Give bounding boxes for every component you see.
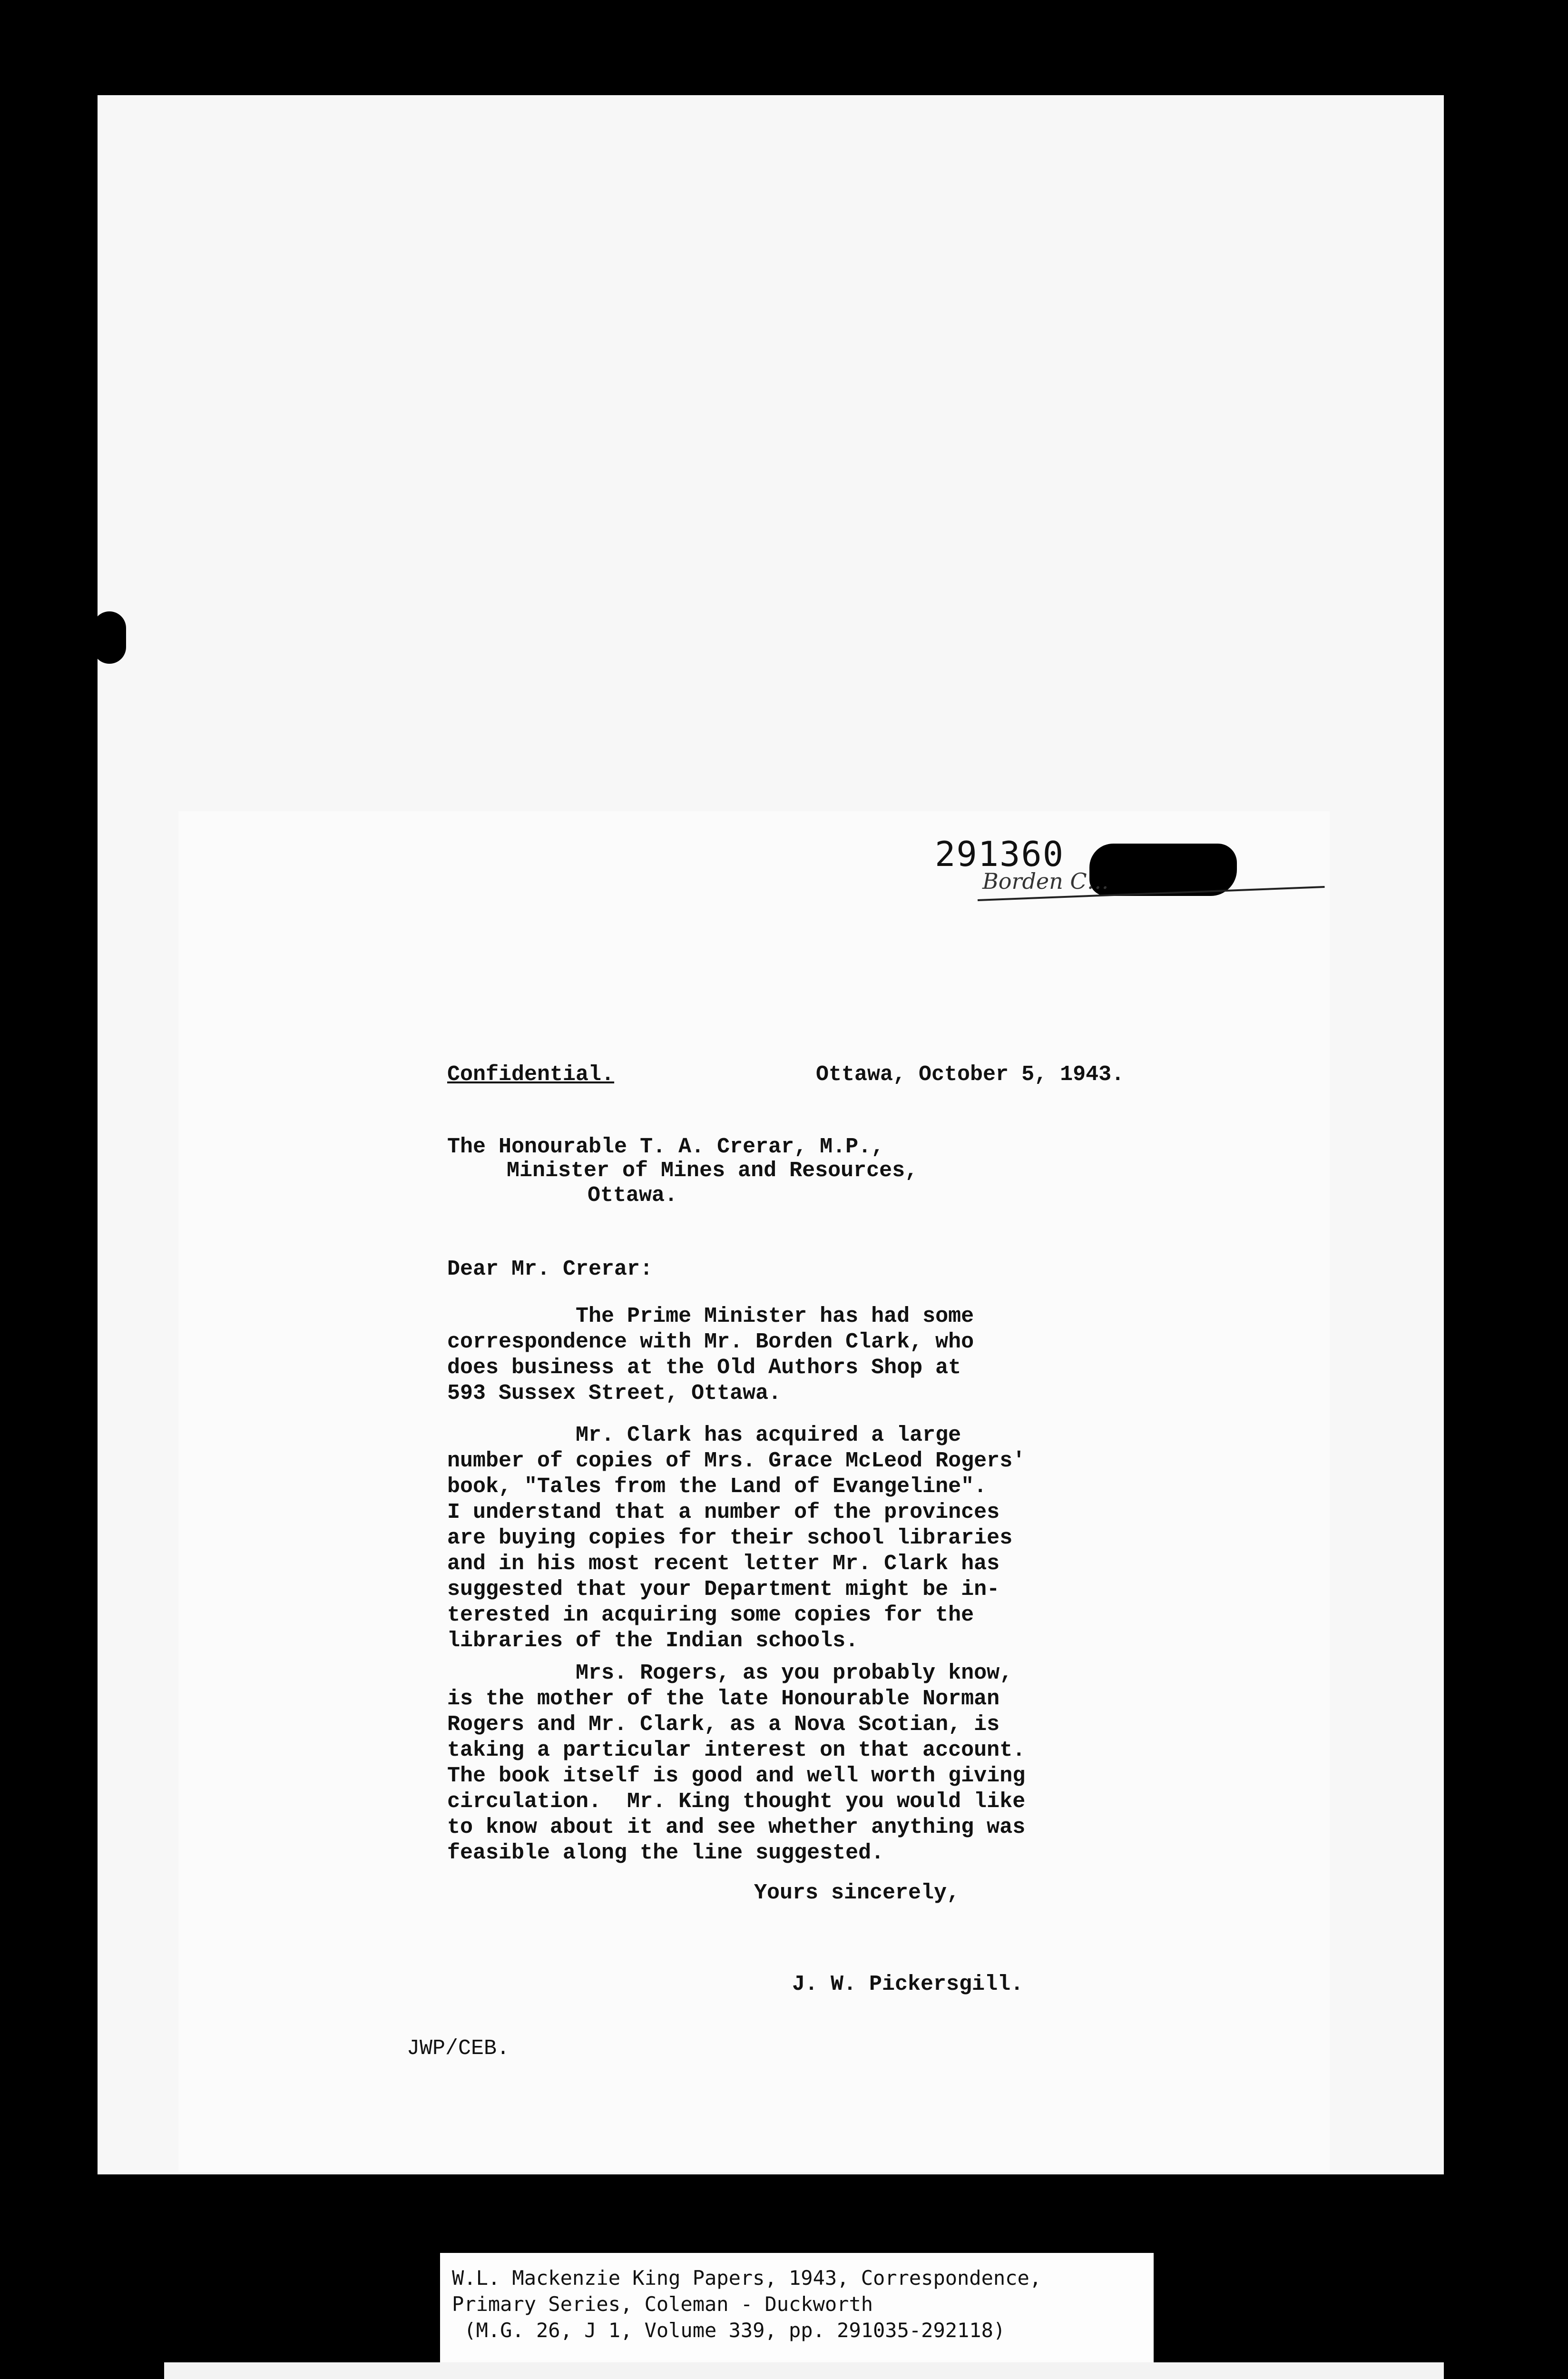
paragraph-2: Mr. Clark has acquired a large number of copies of Mrs. Grace McLeod Rogers' book, "Tales from the Land of Evangeline". I understand that a number of the provinces are buying copies for their school libraries and in his most recent letter Mr. Clark has suggested that your Department might be in- terested in acquiring some copies for the libraries of the Indian schools. [447, 1423, 1026, 1653]
reference-line-2: Primary Series, Coleman - Duckworth [452, 2292, 873, 2316]
page-edge-tab [93, 611, 126, 664]
document-number: 291360 [935, 834, 1065, 874]
addressee-line-2: Minister of Mines and Resources, [507, 1159, 918, 1183]
confidential-label: Confidential. [447, 1062, 615, 1087]
redaction-mark [1089, 844, 1237, 896]
reference-line-3: (M.G. 26, J 1, Volume 339, pp. 291035-292118) [452, 2319, 1006, 2342]
letter-page [178, 811, 1330, 2172]
reference-label [440, 2253, 1154, 2362]
signature: J. W. Pickersgill. [792, 1972, 1024, 1996]
date-line: Ottawa, October 5, 1943. [816, 1062, 1125, 1087]
paragraph-3: Mrs. Rogers, as you probably know, is the mother of the late Honourable Norman Rogers and Mr. Clark, as a Nova Scotian, is taking a particular interest on that account. The book itself is good and well worth giving circulation. Mr. King thought you would like to know about it and see whether anything was feasible along the line suggested. [447, 1661, 1026, 1865]
addressee-line-1: The Honourable T. A. Crerar, M.P., [447, 1135, 884, 1159]
handwritten-note: Borden C… [982, 868, 1109, 894]
addressee-line-3: Ottawa. [588, 1183, 678, 1208]
salutation: Dear Mr. Crerar: [447, 1257, 653, 1281]
typist-initials: JWP/CEB. [407, 2036, 510, 2061]
reference-line-1: W.L. Mackenzie King Papers, 1943, Correspondence, [452, 2266, 1042, 2290]
closing: Yours sincerely, [754, 1881, 960, 1905]
archive-stamp [164, 2362, 1444, 2379]
paragraph-1: The Prime Minister has had some correspondence with Mr. Borden Clark, who does business at the Old Authors Shop at 593 Sussex Street, Ottawa. [447, 1304, 974, 1406]
